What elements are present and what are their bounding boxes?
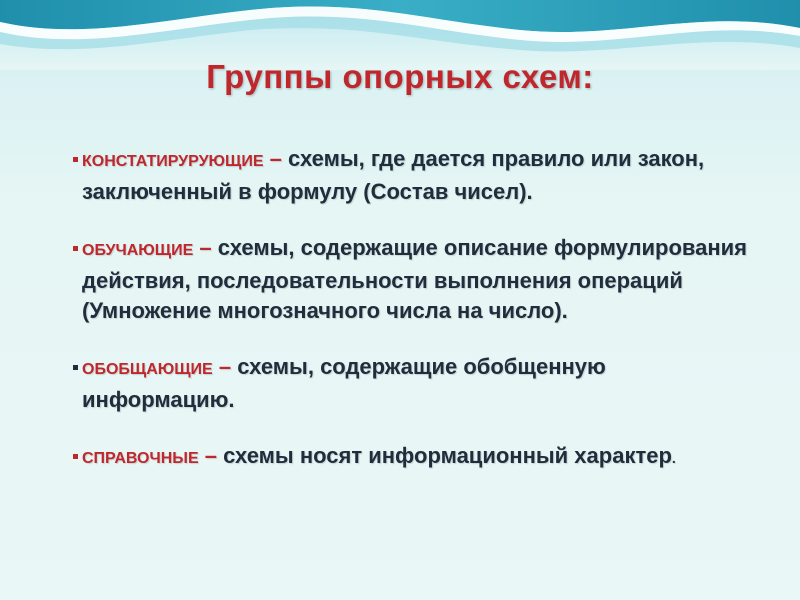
item-dash: – (212, 354, 238, 379)
list-item-generalizing (72, 352, 762, 415)
item-dash: – (198, 443, 224, 468)
item-dash: – (263, 146, 288, 171)
page-title: Группы опорных схем: (206, 58, 594, 95)
item-term: ОБОБЩАЮЩИЕ (82, 361, 213, 378)
list-item-reference (72, 441, 762, 474)
item-text: схемы, где дается правило или закон, заключенный в формулу (Состав чисел). (82, 146, 705, 204)
bullet-icon (73, 365, 78, 370)
item-text: схемы, содержащие обобщенную информацию. (82, 354, 606, 412)
list-item-constating (72, 144, 762, 207)
bullet-icon (73, 246, 78, 251)
scheme-list (72, 144, 762, 500)
item-dash: – (193, 235, 218, 260)
item-text: схемы носят информационный характер (223, 443, 672, 468)
item-term: КОНСТАТИРУРУЮЩИЕ (82, 153, 264, 170)
item-term: СПРАВОЧНЫЕ (82, 450, 199, 467)
item-term: ОБУЧАЮЩИЕ (82, 242, 194, 259)
list-item-teaching (72, 233, 762, 326)
bullet-icon (73, 454, 78, 459)
item-text: схемы, содержащие описание формулирования действия, последовательности выполнения операций (Умножение многозначного числа на число). (82, 235, 748, 323)
item-end: . (671, 450, 676, 466)
bullet-icon (73, 157, 78, 162)
